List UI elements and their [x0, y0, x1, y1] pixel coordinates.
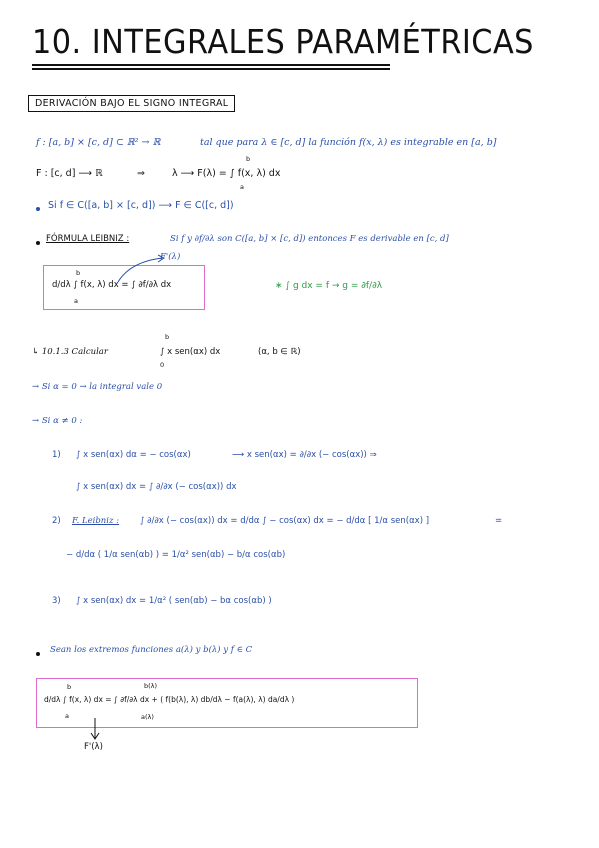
function-F-def: F : [c, d] ⟶ ℝ	[36, 168, 103, 179]
function-F-map: λ ⟶ F(λ) = ∫ f(x, λ) dx	[172, 168, 281, 179]
step-2-result: − d/dα ( 1/α sen(αb) ) = 1/α² sen(αb) − b/α cos(αb)	[66, 550, 286, 560]
lower-limit-variable: a(λ)	[141, 713, 154, 721]
upper-limit: b	[165, 333, 170, 341]
lower-limit: a	[74, 297, 78, 305]
page-title: 10. INTEGRALES PARAMÉTRICAS	[32, 22, 534, 61]
step-1-integral: ∫ x sen(αx) dx = ∫ ∂/∂x (− cos(αx)) dx	[76, 482, 237, 492]
step-1-antiderivative: ∫ x sen(αx) dα = − cos(αx)	[76, 450, 191, 460]
upper-limit-variable: b(λ)	[144, 682, 158, 690]
example-params: (α, b ∈ ℝ)	[258, 347, 301, 357]
step-1-derivative: ⟶ x sen(αx) = ∂/∂x (− cos(αx)) ⇒	[232, 450, 377, 460]
leibniz-formula: d/dλ ∫ f(x, λ) dx = ∫ ∂f/∂λ dx	[52, 280, 172, 290]
step-1-label: 1)	[52, 450, 61, 460]
upper-limit: b	[246, 155, 251, 163]
definition-domain: f : [a, b] × [c, d] ⊂ ℝ² → ℝ	[36, 137, 161, 148]
lower-limit: a	[65, 712, 69, 720]
step-2-leibniz: F. Leibniz :	[72, 516, 120, 526]
step-2-equals: =	[495, 516, 503, 526]
step-3-label: 3)	[52, 596, 61, 606]
lower-limit: 0	[160, 361, 165, 369]
implies-arrow: ⇒	[137, 168, 145, 179]
definition-condition: tal que para λ ∈ [c, d] la función f(x, λ) es integrable en [a, b]	[200, 137, 497, 148]
example-heading: ↳ 10.1.3 Calcular	[32, 347, 108, 357]
fprime-label-bottom: F'(λ)	[84, 742, 103, 752]
leibniz-label: FÓRMULA LEIBNIZ :	[46, 234, 130, 244]
step-2-label: 2)	[52, 516, 61, 526]
variable-limits-statement: Sean los extremos funciones a(λ) y b(λ) y f ∈ C	[50, 645, 253, 655]
general-leibniz-formula: d/dλ ∫ f(x, λ) dx = ∫ ∂f/∂λ dx + ( f(b(λ), λ) db/dλ − f(a(λ), λ) da/dλ )	[44, 695, 295, 704]
fprime-label-top: F'(λ)	[160, 252, 181, 262]
leibniz-condition: Si f y ∂f/∂λ son C([a, b] × [c, d]) entonces F es derivable en [c, d]	[170, 234, 449, 244]
step-3-result: ∫ x sen(αx) dx = 1/α² ( sen(αb) − bα cos(αb) )	[76, 596, 272, 606]
note-integral-relation: ∗ ∫ g dx = f → g = ∂f/∂λ	[275, 281, 383, 291]
case-alpha-nonzero: → Si α ≠ 0 :	[32, 416, 83, 426]
lower-limit: a	[240, 183, 244, 191]
upper-limit: b	[76, 269, 81, 277]
case-alpha-zero: → Si α = 0 → la integral vale 0	[32, 382, 163, 392]
upper-limit: b	[67, 683, 72, 691]
example-integral: ∫ x sen(αx) dx	[160, 347, 221, 357]
continuity-statement: Si f ∈ C([a, b] × [c, d]) ⟶ F ∈ C([c, d])	[48, 200, 234, 211]
step-2-expression: ∫ ∂/∂x (− cos(αx)) dx = d/dα ∫ − cos(αx) dx = − d/dα [ 1/α sen(αx) ]	[140, 516, 430, 526]
arrow-to-fprime-top	[118, 258, 162, 282]
section-heading: DERIVACIÓN BAJO EL SIGNO INTEGRAL	[28, 95, 235, 112]
